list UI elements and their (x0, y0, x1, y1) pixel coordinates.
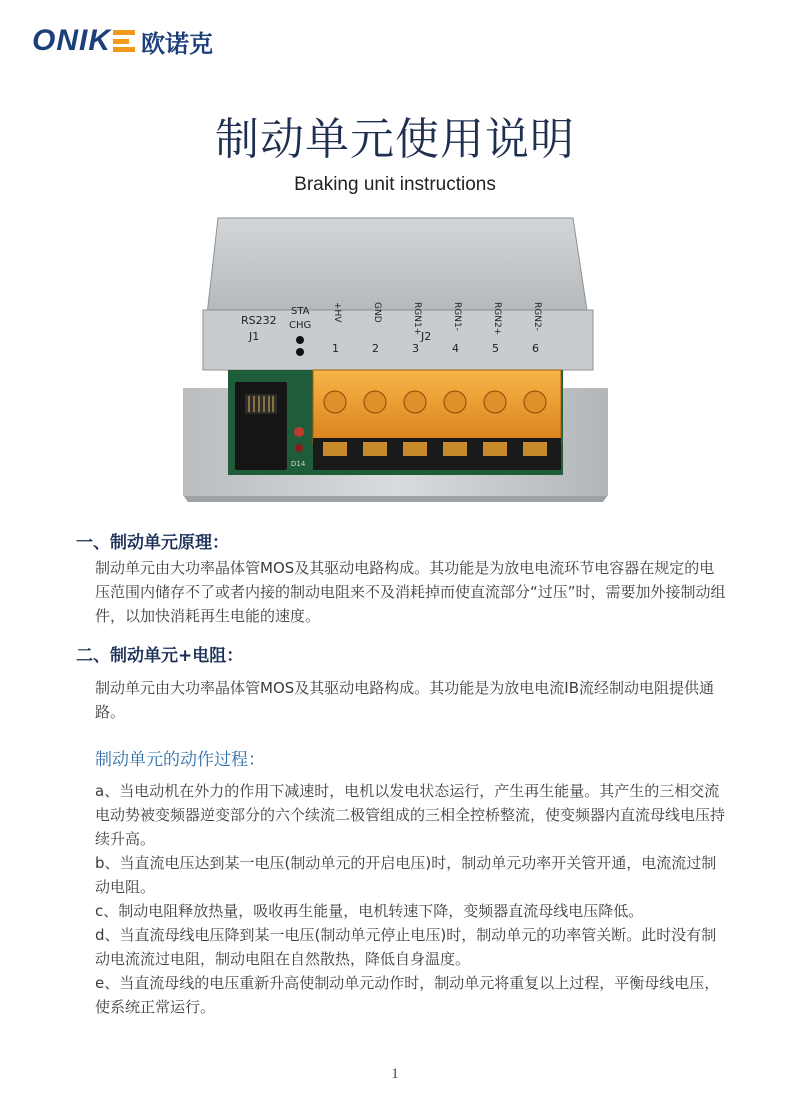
terminal-clamp (443, 442, 467, 456)
terminal-clamp (523, 442, 547, 456)
terminal-clamp (483, 442, 507, 456)
logo-latin-text: ONIK (32, 24, 111, 57)
page-title: 制动单元使用说明 (215, 114, 575, 165)
terminal-label: RGN1+ (412, 302, 422, 336)
terminal-clamp (323, 442, 347, 456)
terminal-number: 3 (412, 342, 419, 355)
sta-label: STA (291, 306, 310, 317)
process-item-e: e、当直流母线的电压重新升高使制动单元动作时，制动单元将重复以上过程，平衡母线电压，使系统正常运行。 (95, 974, 720, 1016)
terminal-clamp (403, 442, 427, 456)
logo-chinese-text: 欧诺克 (141, 29, 213, 58)
terminal-label: +HV (332, 302, 342, 323)
terminal-label: RGN2+ (492, 302, 502, 336)
page-subtitle: Braking unit instructions (294, 174, 496, 195)
page-number: 1 (391, 1066, 399, 1082)
terminal-number: 5 (492, 342, 499, 355)
terminal-block (313, 370, 561, 444)
process-item-b: b、当直流电压达到某一电压(制动单元的开启电压)时，制动单元功率开关管开通，电流流过制动电阻。 (95, 854, 717, 896)
section-body-principle: 制动单元由大功率晶体管MOS及其驱动电路构成。其功能是为放电电流环节电容器在规定的电压范围内储存不了或者内接的制动电阻来不及消耗掉而使直流部分“过压”时，需要加外接制动组件，以加快消耗再生电能的速度。 (95, 559, 726, 625)
terminal-number: 2 (372, 342, 379, 355)
terminal-screw (524, 391, 546, 413)
process-heading: 制动单元的动作过程： (95, 750, 265, 770)
chg-label: CHG (289, 320, 312, 331)
section-heading-principle: 一、制动单元原理： (76, 533, 229, 553)
terminal-number: 1 (332, 342, 339, 355)
section-heading-resistor: 二、制动单元+电阻： (76, 646, 244, 666)
terminal-label: RGN1- (452, 302, 462, 331)
terminal-screw (364, 391, 386, 413)
j1-label: J1 (249, 330, 260, 343)
terminal-screw (484, 391, 506, 413)
terminal-screw (404, 391, 426, 413)
braking-unit-photo (183, 210, 608, 502)
terminal-screw (444, 391, 466, 413)
terminal-screw (324, 391, 346, 413)
process-item-a: a、当电动机在外力的作用下减速时，电机以发电状态运行，产生再生能量。其产生的三相交流电动势被变频器逆变部分的六个续流二极管组成的三相全控桥整流，使变频器内直流母线电压持续升高。 (95, 782, 726, 848)
led-label: D14 (291, 460, 306, 468)
terminal-label: RGN2- (532, 302, 542, 331)
base-plate (183, 495, 608, 502)
rs232-label: RS232 (241, 314, 277, 327)
terminal-clamp (363, 442, 387, 456)
section-body-resistor: 制动单元由大功率晶体管MOS及其驱动电路构成。其功能是为放电电流IB流经制动电阻提供通路。 (95, 679, 714, 721)
brand-logo (32, 26, 213, 56)
j2-label: J2 (421, 330, 432, 343)
terminal-number: 6 (532, 342, 539, 355)
status-led (294, 427, 304, 437)
process-item-c: c、制动电阻释放热量，吸收再生能量，电机转速下降，变频器直流母线电压降低。 (95, 902, 644, 920)
terminal-number: 4 (452, 342, 459, 355)
logo-e-mark (113, 30, 135, 52)
terminal-label: GND (372, 302, 382, 323)
process-item-d: d、当直流母线电压降到某一电压(制动单元停止电压)时，制动单元的功率管关断。此时没有制动电流流过电阻，制动电阻在自然散热，降低自身温度。 (95, 926, 717, 968)
